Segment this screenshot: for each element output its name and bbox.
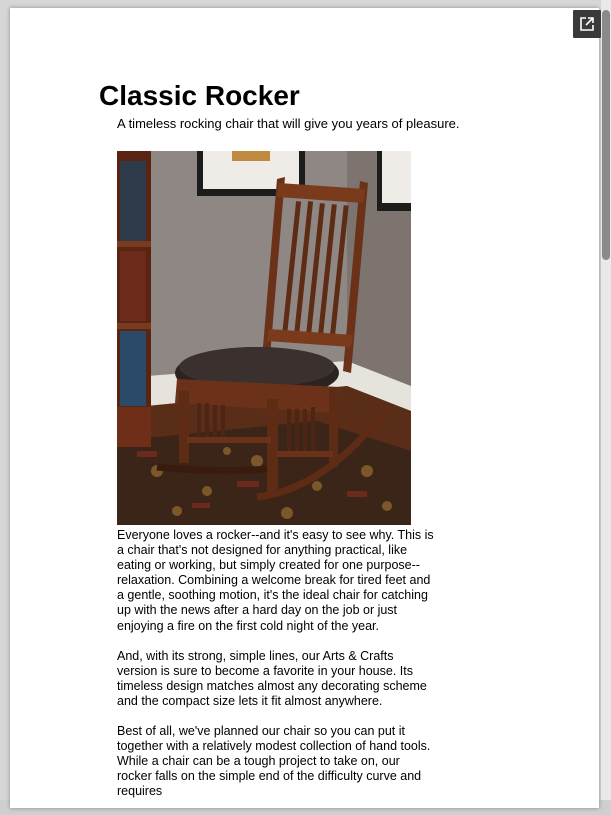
article-paragraph: Everyone loves a rocker--and it's easy to see why. This is a chair that's not designed for anything practical, like eating or working, but simply created for one purpose--relaxation. Combining a welcome break for tired feet and a gentle, soothing motion, it's the ideal chair for catching up with the news after a hard day on the job or just enjoying a fire on the first cold night of the year. (117, 528, 434, 633)
article-paragraph: Best of all, we've planned our chair so you can put it together with a relatively modest collection of hand tools. While a chair can be a tough project to take on, our rocker falls on the simple end of the difficulty curve and requires (117, 724, 431, 799)
open-in-new-button[interactable] (573, 10, 601, 38)
scrollbar-thumb[interactable] (602, 10, 610, 260)
article-paragraph: And, with its strong, simple lines, our Arts & Crafts version is sure to become a favorite in your house. Its timeless design matches almost any decorating scheme and the compact size lets it fit almost anywhere. (117, 648, 427, 708)
open-in-new-icon (580, 17, 594, 31)
article-body (117, 528, 437, 815)
rocking-chair-photo (117, 151, 411, 525)
page-subtitle: A timeless rocking chair that will give you years of pleasure. (117, 116, 460, 131)
page-title: Classic Rocker (99, 80, 300, 111)
